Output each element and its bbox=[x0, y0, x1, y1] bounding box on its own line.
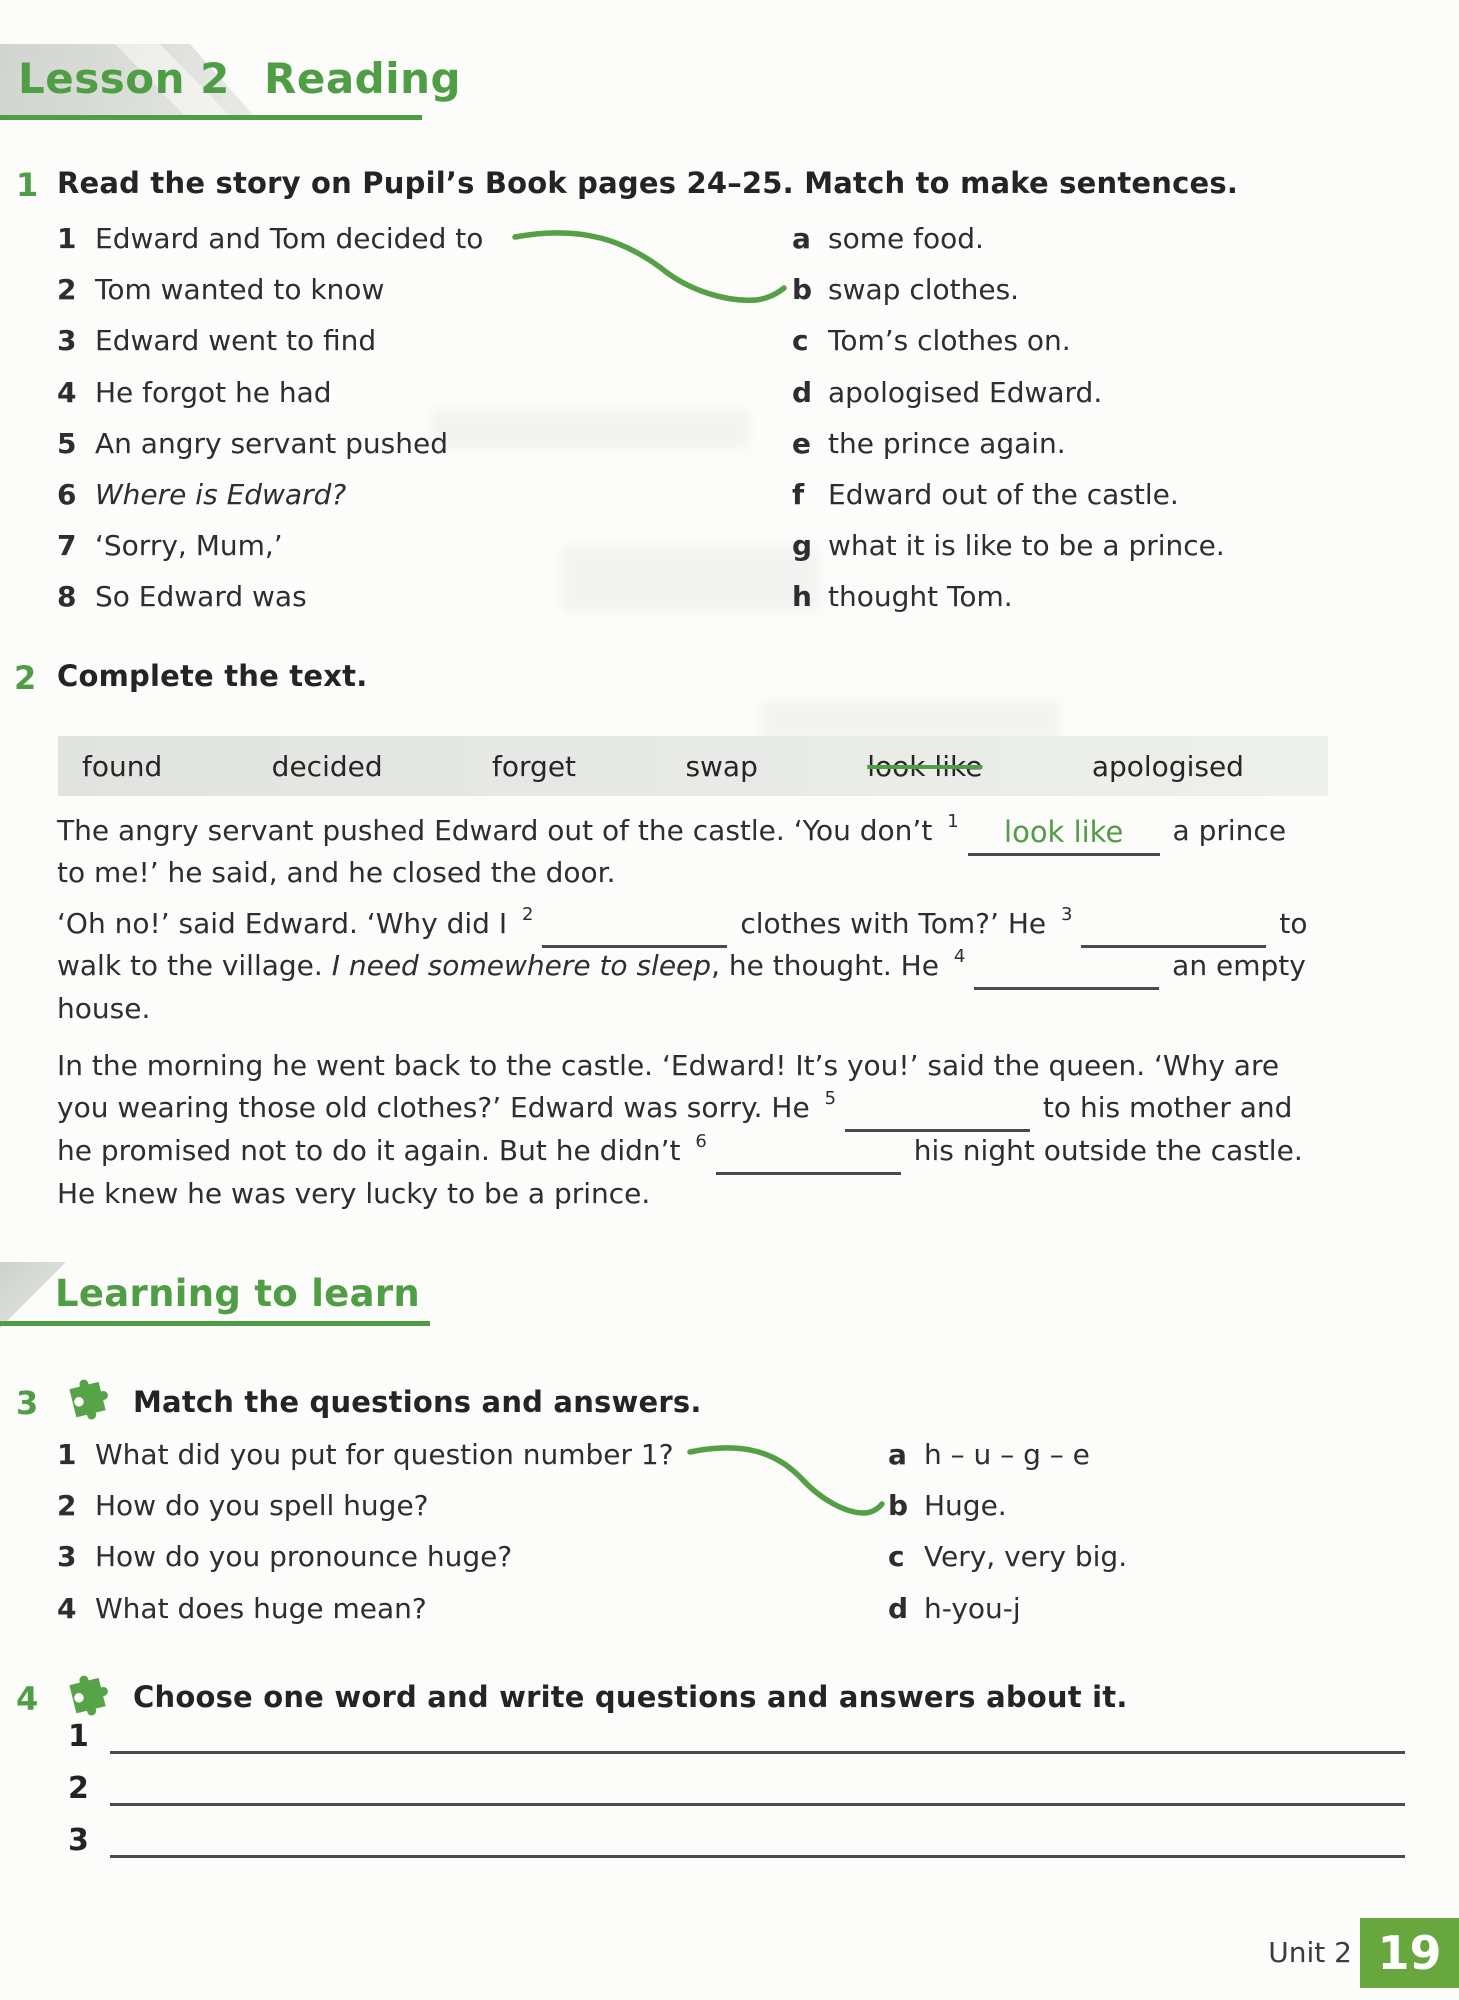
cloze-text: In the morning he went back to the castle. ‘Edward! It’s you!’ said the queen. ‘Why are bbox=[57, 1048, 1280, 1082]
cloze-text: to bbox=[1270, 906, 1308, 940]
item-key: 1 bbox=[57, 1438, 77, 1472]
cloze-text: he promised not to do it again. But he didn’t bbox=[57, 1133, 690, 1167]
item-text: So Edward was bbox=[95, 580, 307, 614]
match-item-8 bbox=[57, 571, 483, 622]
exercise-1-right-column bbox=[792, 213, 1225, 623]
cloze-line bbox=[57, 987, 1422, 1030]
answer-blank[interactable] bbox=[1081, 917, 1266, 948]
item-key: 3 bbox=[57, 324, 77, 358]
item-text: h-you-j bbox=[924, 1591, 1021, 1625]
cloze-line bbox=[57, 945, 1422, 988]
match-item-b bbox=[888, 1480, 1127, 1531]
item-text: the prince again. bbox=[828, 426, 1066, 460]
item-key: e bbox=[792, 426, 811, 460]
item-key: b bbox=[888, 1489, 909, 1523]
match-item-c bbox=[888, 1531, 1127, 1582]
item-text: How do you spell huge? bbox=[95, 1489, 429, 1523]
page-number-box bbox=[1360, 1918, 1459, 1988]
exercise-2-instruction: Complete the text. bbox=[57, 659, 368, 693]
match-item-1 bbox=[57, 1429, 674, 1480]
match-item-3 bbox=[57, 1531, 674, 1582]
answer-blank[interactable] bbox=[974, 959, 1159, 990]
exercise-4-number: 4 bbox=[16, 1680, 39, 1718]
item-key: a bbox=[888, 1438, 907, 1472]
item-key: 6 bbox=[57, 478, 77, 512]
match-item-g bbox=[792, 520, 1225, 571]
item-text: apologised Edward. bbox=[828, 375, 1103, 409]
word-bank-item: swap bbox=[685, 749, 758, 783]
section-underline bbox=[0, 1321, 430, 1326]
item-key: 3 bbox=[57, 1540, 77, 1574]
item-text: What did you put for question number 1? bbox=[95, 1438, 674, 1472]
word-bank-item: found bbox=[82, 749, 163, 783]
write-line[interactable] bbox=[110, 1705, 1405, 1754]
cloze-line bbox=[57, 902, 1422, 945]
word-bank-item: look like bbox=[867, 749, 983, 783]
section-header: Learning to learn bbox=[55, 1272, 421, 1315]
exercise-1-left-column bbox=[57, 213, 483, 623]
example-answer: look like bbox=[968, 815, 1160, 856]
exercise-3-number: 3 bbox=[16, 1384, 39, 1422]
match-item-b bbox=[792, 264, 1225, 315]
match-item-4 bbox=[57, 1583, 674, 1634]
lesson-label: Lesson 2 bbox=[18, 54, 230, 103]
item-key: a bbox=[792, 222, 811, 256]
scan-bleed-artifact bbox=[760, 700, 1060, 740]
answer-blank[interactable] bbox=[845, 1101, 1030, 1132]
exercise-3-instruction: Match the questions and answers. bbox=[133, 1385, 702, 1419]
write-line-row-2 bbox=[68, 1760, 1405, 1806]
cloze-text: to me!’ he said, and he closed the door. bbox=[57, 856, 616, 890]
cloze-line bbox=[57, 852, 1422, 895]
answer-blank[interactable] bbox=[542, 917, 727, 948]
item-text: Edward went to find bbox=[95, 324, 377, 358]
item-key: 4 bbox=[57, 375, 77, 409]
item-key: d bbox=[792, 375, 813, 409]
cloze-line bbox=[57, 1172, 1422, 1215]
cloze-text: his night outside the castle. bbox=[904, 1133, 1303, 1167]
item-key: f bbox=[792, 478, 805, 512]
cloze-text: to his mother and bbox=[1034, 1091, 1293, 1125]
write-line[interactable] bbox=[110, 1809, 1405, 1858]
item-key: d bbox=[888, 1591, 909, 1625]
exercise-4-instruction: Choose one word and write questions and answers about it. bbox=[133, 1680, 1128, 1714]
cloze-text: He knew he was very lucky to be a prince. bbox=[57, 1176, 651, 1210]
match-item-2 bbox=[57, 264, 483, 315]
exercise-1-instruction: Read the story on Pupil’s Book pages 24–25. Match to make sentences. bbox=[57, 166, 1239, 200]
item-text: He forgot he had bbox=[95, 375, 332, 409]
item-text: Tom wanted to know bbox=[95, 273, 385, 307]
cloze-line bbox=[57, 809, 1422, 852]
word-bank-item: apologised bbox=[1091, 749, 1244, 783]
item-text: swap clothes. bbox=[828, 273, 1020, 307]
item-key: g bbox=[792, 529, 813, 563]
item-text: Edward out of the castle. bbox=[828, 478, 1179, 512]
puzzle-icon bbox=[58, 1368, 112, 1424]
item-text: Where is Edward? bbox=[95, 478, 347, 512]
item-key: 2 bbox=[57, 273, 77, 307]
cloze-text: clothes with Tom?’ He bbox=[731, 906, 1055, 940]
match-item-a bbox=[792, 213, 1225, 264]
item-key: 4 bbox=[57, 1591, 77, 1625]
item-text: Tom’s clothes on. bbox=[828, 324, 1071, 358]
write-line-row-1 bbox=[68, 1708, 1405, 1754]
blank-number: 4 bbox=[953, 946, 966, 968]
item-key: b bbox=[792, 273, 813, 307]
item-key: 5 bbox=[57, 426, 77, 460]
item-text: ‘Sorry, Mum,’ bbox=[95, 529, 283, 563]
item-text: Very, very big. bbox=[924, 1540, 1128, 1574]
item-key: 1 bbox=[57, 222, 77, 256]
blank-number: 6 bbox=[695, 1130, 707, 1152]
match-item-a bbox=[888, 1429, 1127, 1480]
blank-number: 2 bbox=[522, 903, 534, 925]
match-item-d bbox=[792, 367, 1225, 418]
cloze-line bbox=[57, 1044, 1422, 1087]
answer-curve-ex1-1b bbox=[515, 233, 784, 300]
item-key: c bbox=[888, 1540, 905, 1574]
cloze-text: ‘Oh no!’ said Edward. ‘Why did I bbox=[57, 906, 516, 940]
page-title: Reading bbox=[264, 54, 462, 103]
match-item-7 bbox=[57, 520, 483, 571]
match-item-f bbox=[792, 469, 1225, 520]
item-key: 2 bbox=[57, 1489, 77, 1523]
item-text: Edward and Tom decided to bbox=[95, 222, 484, 256]
write-line-row-3 bbox=[68, 1812, 1405, 1858]
match-item-3 bbox=[57, 315, 483, 366]
match-item-4 bbox=[57, 367, 483, 418]
item-text: thought Tom. bbox=[828, 580, 1013, 614]
cloze-paragraph bbox=[57, 902, 1422, 1030]
match-item-2 bbox=[57, 1480, 674, 1531]
cloze-text: a prince bbox=[1163, 813, 1287, 847]
word-bank-item: forget bbox=[492, 749, 577, 783]
exercise-2-number: 2 bbox=[14, 659, 37, 697]
match-item-5 bbox=[57, 418, 483, 469]
cloze-text: an empty bbox=[1163, 949, 1306, 983]
header-underline bbox=[0, 115, 422, 120]
cloze-text: walk to the village. bbox=[57, 949, 332, 983]
match-item-h bbox=[792, 571, 1225, 622]
word-bank-item: decided bbox=[271, 749, 383, 783]
word-bank bbox=[58, 736, 1328, 796]
match-item-d bbox=[888, 1583, 1127, 1634]
cloze-text: , he thought. He bbox=[711, 949, 948, 983]
answer-curve-ex3-1b bbox=[690, 1448, 882, 1513]
cloze-text: you wearing those old clothes?’ Edward was sorry. He bbox=[57, 1091, 819, 1125]
item-text: some food. bbox=[828, 222, 984, 256]
write-line-number: 3 bbox=[68, 1823, 89, 1858]
item-text: What does huge mean? bbox=[95, 1591, 427, 1625]
cloze-line bbox=[57, 1129, 1422, 1172]
cloze-text: The angry servant pushed Edward out of the castle. ‘You don’t bbox=[57, 813, 942, 847]
item-text: what it is like to be a prince. bbox=[828, 529, 1225, 563]
match-item-1 bbox=[57, 213, 483, 264]
scan-bleed-artifact bbox=[560, 545, 820, 613]
answer-blank[interactable] bbox=[716, 1144, 901, 1175]
cloze-paragraph bbox=[57, 1044, 1422, 1214]
page-number: 19 bbox=[1377, 1926, 1442, 1980]
item-key: c bbox=[792, 324, 809, 358]
match-item-c bbox=[792, 315, 1225, 366]
item-text: An angry servant pushed bbox=[95, 426, 448, 460]
item-key: 7 bbox=[57, 529, 77, 563]
unit-label: Unit 2 bbox=[1268, 1936, 1352, 1969]
exercise-1-number: 1 bbox=[16, 166, 39, 204]
exercise-3-answers bbox=[888, 1429, 1127, 1634]
cloze-line bbox=[57, 1087, 1422, 1130]
match-item-6 bbox=[57, 469, 483, 520]
write-line-number: 2 bbox=[68, 1771, 89, 1806]
blank-number: 5 bbox=[824, 1088, 837, 1110]
match-item-e bbox=[792, 418, 1225, 469]
cloze-text-italic: I need somewhere to sleep bbox=[331, 949, 712, 983]
exercise-3-questions bbox=[57, 1429, 674, 1634]
cloze-text: house. bbox=[57, 991, 151, 1025]
cloze-paragraph bbox=[57, 809, 1422, 894]
item-key: 8 bbox=[57, 580, 77, 614]
write-line-number: 1 bbox=[68, 1719, 89, 1754]
item-text: Huge. bbox=[924, 1489, 1007, 1523]
item-key: h bbox=[792, 580, 812, 614]
item-text: h – u – g – e bbox=[924, 1438, 1090, 1472]
blank-number: 3 bbox=[1061, 903, 1073, 925]
blank-number: 1 bbox=[947, 810, 959, 832]
item-text: How do you pronounce huge? bbox=[95, 1540, 513, 1574]
write-line[interactable] bbox=[110, 1757, 1405, 1806]
